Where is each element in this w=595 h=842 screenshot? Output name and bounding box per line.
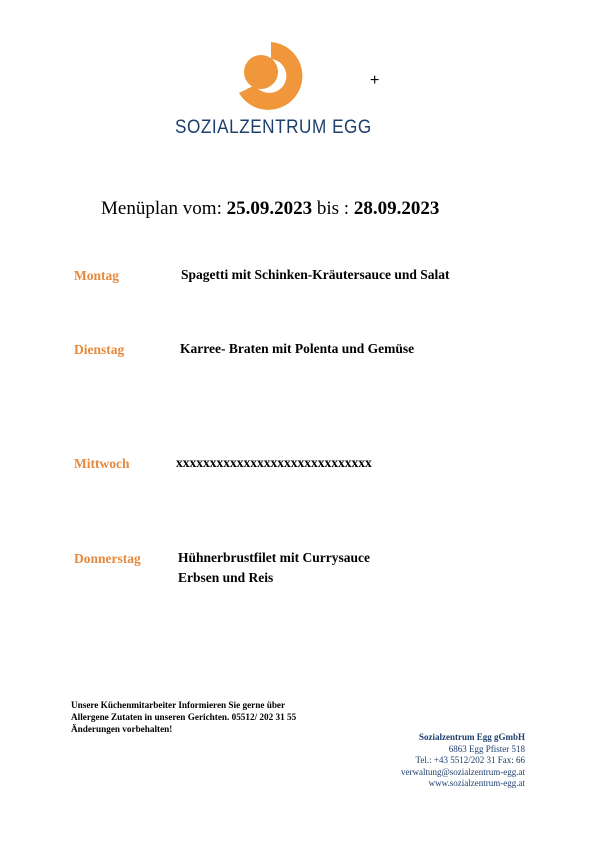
meal-wednesday (176, 453, 372, 473)
sun-swirl-logo-icon (225, 38, 309, 114)
meal-line: xxxxxxxxxxxxxxxxxxxxxxxxxxxxx (176, 455, 372, 470)
company-address (401, 732, 525, 790)
meal-line: Erbsen und Reis (178, 570, 274, 585)
meal-line: Hühnerbrustfilet mit Currysauce (178, 550, 370, 565)
note-line: Unsere Küchenmitarbeiter Informieren Sie gerne über (71, 700, 286, 710)
meal-line: Karree- Braten mit Polenta und Gemüse (180, 341, 415, 356)
day-label-thursday: Donnerstag (74, 551, 141, 566)
plus-mark: + (370, 72, 380, 89)
email-address: verwaltung@sozialzentrum-egg.at (401, 766, 525, 777)
website: www.sozialzentrum-egg.at (428, 778, 525, 788)
allergen-note (71, 699, 296, 735)
meal-monday (181, 265, 450, 285)
street-address: 6863 Egg Pfister 518 (448, 743, 525, 754)
date-to: 28.09.2023 (353, 198, 440, 219)
meal-tuesday (180, 339, 414, 359)
meal-thursday (178, 548, 370, 588)
heading-separator: bis : (316, 198, 350, 219)
company-name: Sozialzentrum Egg gGmbH (419, 732, 525, 742)
date-from: 25.09.2023 (226, 198, 313, 219)
day-label-wednesday: Mittwoch (74, 456, 130, 471)
logo-wordmark: SOZIALZENTRUM EGG (175, 116, 372, 138)
note-line: Änderungen vorbehalten! (71, 724, 173, 734)
day-label-monday: Montag (74, 268, 119, 283)
menu-heading (101, 198, 439, 220)
meal-line: Spagetti mit Schinken-Kräutersauce und Salat (181, 267, 450, 282)
heading-prefix: Menüplan vom: (101, 198, 222, 219)
day-label-tuesday: Dienstag (74, 342, 125, 357)
phone-fax: Tel.: +43 5512/202 31 Fax: 66 (415, 755, 525, 765)
note-line: Allergene Zutaten in unseren Gerichten. 05512/ 202 31 55 (71, 712, 297, 722)
company-logo (175, 38, 370, 138)
